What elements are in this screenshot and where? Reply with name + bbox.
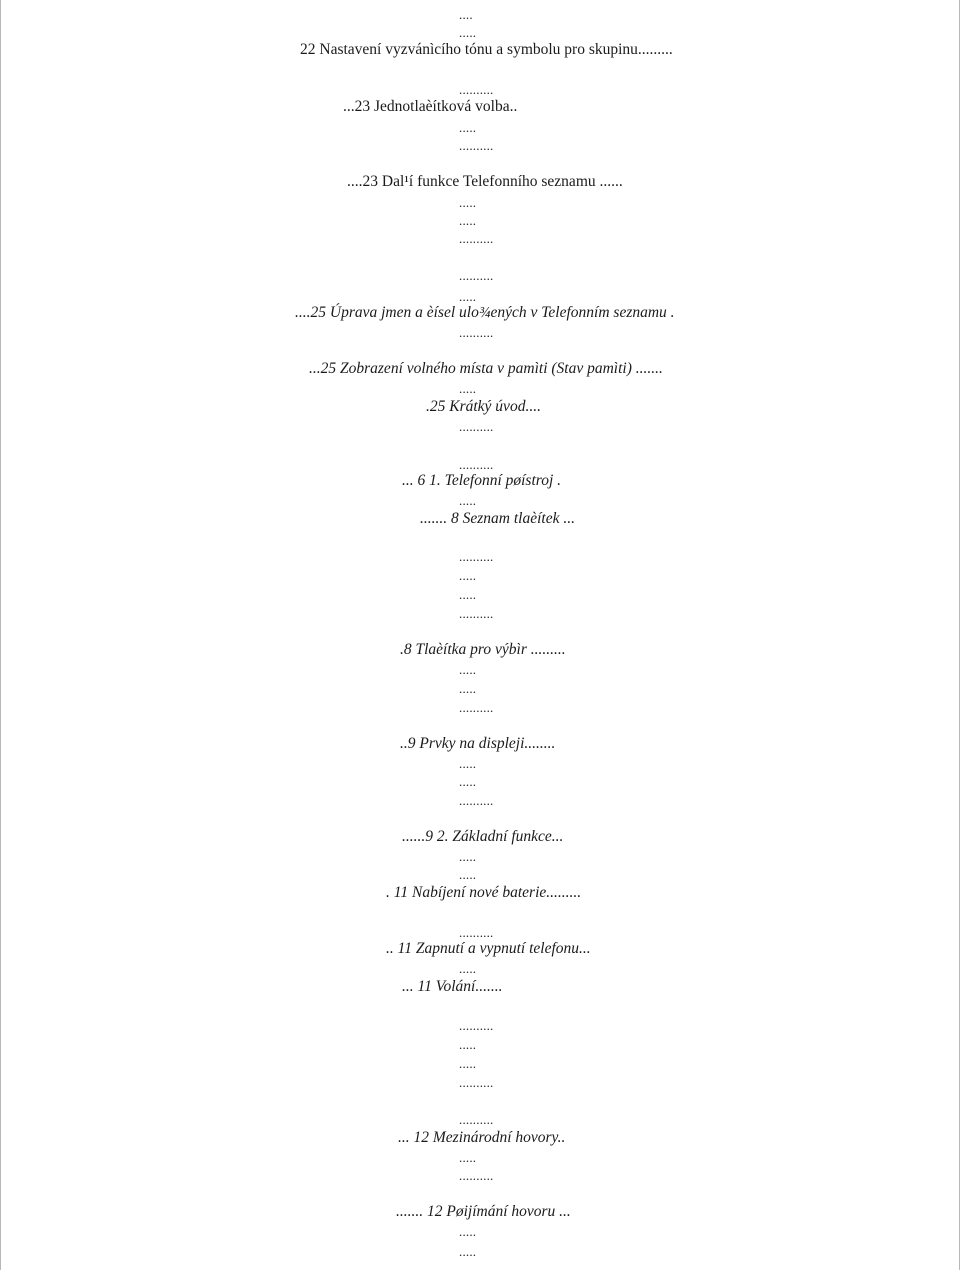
dot-leader: ....: [459, 7, 473, 22]
toc-entry: 22 Nastavení vyzvánìcího tónu a symbolu pro skupinu.........: [300, 41, 673, 58]
dot-leader: .....: [459, 120, 477, 135]
toc-entry: .. 11 Zapnutí a vypnutí telefonu...: [386, 940, 591, 957]
dot-leader: ..........: [459, 700, 494, 715]
dot-leader: .....: [459, 493, 477, 508]
dot-leader: .....: [459, 1037, 477, 1052]
dot-leader: .....: [459, 756, 477, 771]
toc-entry: . 11 Nabíjení nové baterie.........: [386, 884, 582, 901]
dot-leader: .....: [459, 681, 477, 696]
dot-leader: ..........: [459, 1168, 494, 1183]
toc-entry: ......9 2. Základní funkce...: [402, 828, 564, 845]
dot-leader: .....: [459, 587, 477, 602]
toc-entry: ....23 Dal¹í funkce Telefonního seznamu ......: [347, 173, 623, 190]
dot-leader: ..........: [459, 268, 494, 283]
toc-entry: ...23 Jednotlaèítková volba..: [343, 98, 518, 115]
toc-entry: ... 6 1. Telefonní pøístroj .: [402, 472, 562, 489]
dot-leader: .....: [459, 25, 477, 40]
dot-leader: .....: [459, 849, 477, 864]
dot-leader: ..........: [459, 325, 494, 340]
dot-leader: ..........: [459, 1075, 494, 1090]
dot-leader: ..........: [459, 82, 494, 97]
dot-leader: .....: [459, 774, 477, 789]
dot-leader: ..........: [459, 549, 494, 564]
dot-leader: ..........: [459, 925, 494, 940]
toc-entry: ...25 Zobrazení volného místa v pamìti (Stav pamìti) .......: [309, 360, 663, 377]
dot-leader: ..........: [459, 1112, 494, 1127]
toc-entry: ... 11 Volání.......: [402, 978, 503, 995]
toc-entry: .8 Tlaèítka pro výbìr .........: [400, 641, 566, 658]
dot-leader: ..........: [459, 457, 494, 472]
toc-entry: .25 Krátký úvod....: [426, 398, 541, 415]
toc-entry: ....25 Úprava jmen a èísel ulo¾ených v Telefonním seznamu .: [295, 304, 675, 321]
dot-leader: .....: [459, 867, 477, 882]
toc-entry: ....... 12 Pøijímání hovoru ...: [396, 1203, 571, 1220]
dot-leader: .....: [459, 1056, 477, 1071]
dot-leader: ..........: [459, 606, 494, 621]
toc-entry: ....... 8 Seznam tlaèítek ...: [420, 510, 575, 527]
dot-leader: .....: [459, 1224, 477, 1239]
toc-entry: ... 12 Mezinárodní hovory..: [398, 1129, 566, 1146]
dot-leader: .....: [459, 381, 477, 396]
dot-leader: .....: [459, 1150, 477, 1165]
page-left-edge: [0, 0, 1, 1270]
dot-leader: ..........: [459, 231, 494, 246]
dot-leader: .....: [459, 1244, 477, 1259]
dot-leader: .....: [459, 195, 477, 210]
dot-leader: .....: [459, 568, 477, 583]
dot-leader: ..........: [459, 419, 494, 434]
dot-leader: ..........: [459, 793, 494, 808]
dot-leader: .....: [459, 289, 477, 304]
dot-leader: ..........: [459, 1018, 494, 1033]
dot-leader: .....: [459, 662, 477, 677]
dot-leader: .....: [459, 961, 477, 976]
dot-leader: ..........: [459, 138, 494, 153]
dot-leader: .....: [459, 213, 477, 228]
toc-entry: ..9 Prvky na displeji........: [400, 735, 556, 752]
